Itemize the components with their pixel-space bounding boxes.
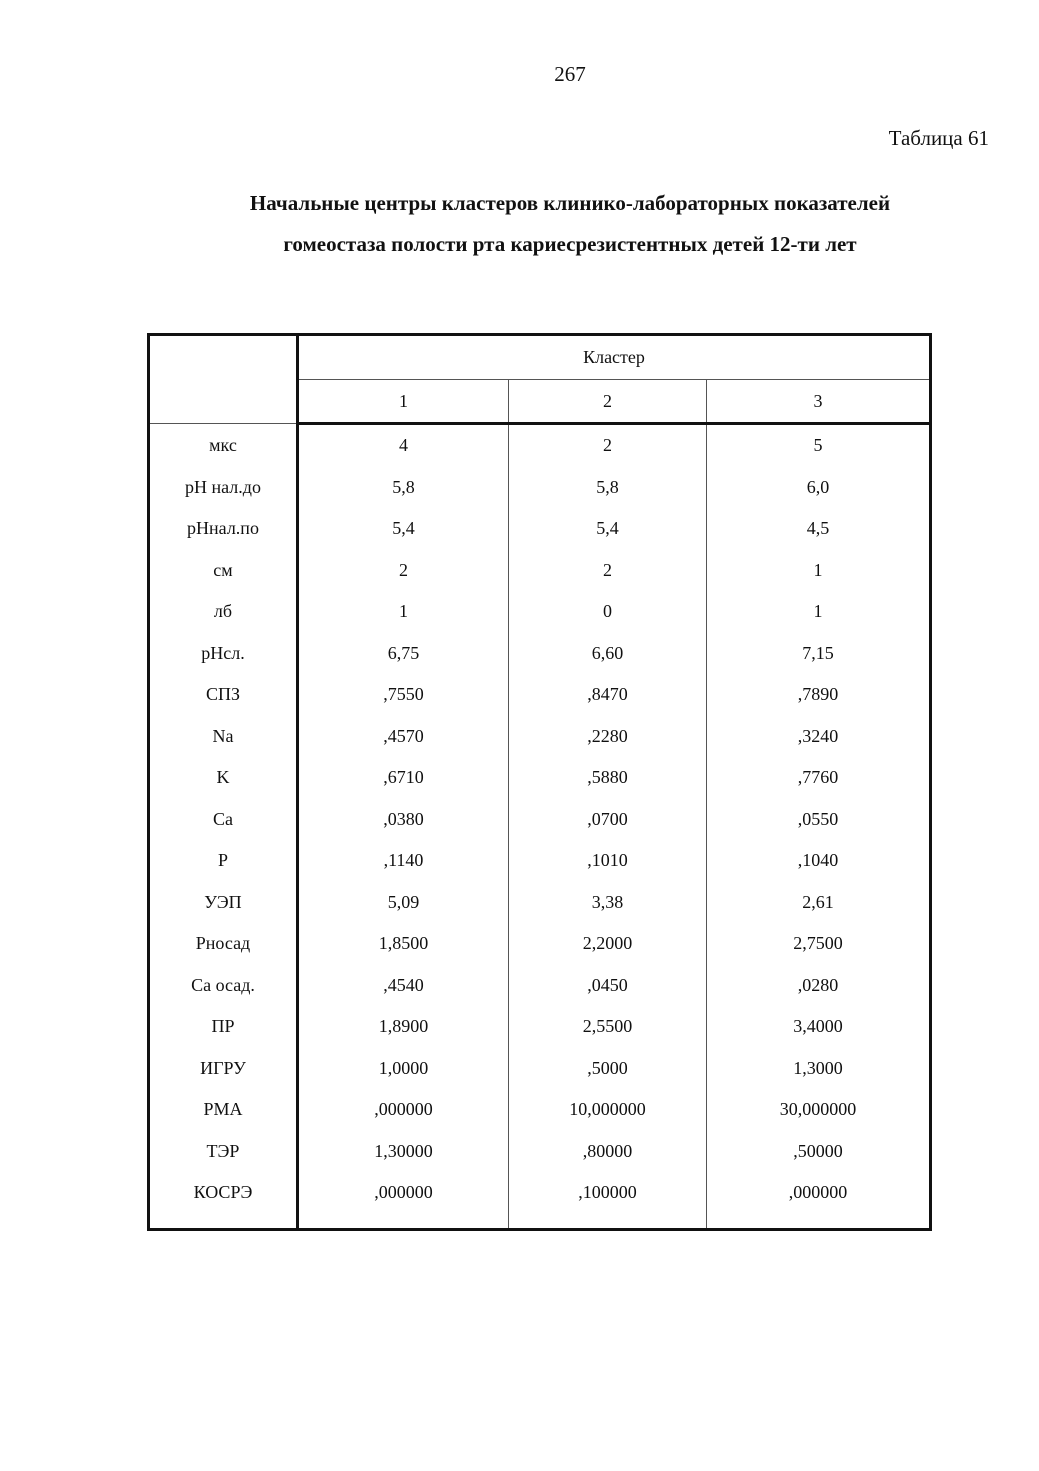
row-label: СПЗ [149, 674, 298, 716]
cluster-1-value: ,4570 [298, 716, 509, 758]
table-row [149, 1089, 931, 1131]
row-label: мкс [149, 424, 298, 467]
cluster-1-value: 5,8 [298, 467, 509, 509]
spacer-cell [149, 1214, 298, 1230]
spacer-cell [509, 1214, 707, 1230]
cluster-1-value: 5,4 [298, 508, 509, 550]
cluster-2-value: ,8470 [509, 674, 707, 716]
row-label: Рносад [149, 923, 298, 965]
cluster-2-value: 3,38 [509, 882, 707, 924]
row-label: Са осад. [149, 965, 298, 1007]
table-row [149, 923, 931, 965]
cluster-1-value: ,0380 [298, 799, 509, 841]
table-title-line-2: гомеостаза полости рта кариесрезистентных детей 12-ти лет [283, 232, 857, 256]
row-label: рНсл. [149, 633, 298, 675]
cluster-2-value: 2 [509, 550, 707, 592]
table-row [149, 550, 931, 592]
cluster-1-value: ,000000 [298, 1089, 509, 1131]
cluster-header-2: 2 [509, 380, 707, 424]
cluster-3-value: 2,7500 [793, 933, 843, 954]
table-row [149, 633, 931, 675]
table-row [149, 1172, 931, 1214]
cluster-3-value: 3,4000 [793, 1016, 843, 1037]
cluster-1-value: 1,0000 [298, 1048, 509, 1090]
table-label: Таблица 61 [888, 126, 989, 150]
cluster-3-value: 5 [813, 435, 823, 456]
table-row [149, 424, 931, 467]
table-row [149, 1048, 931, 1090]
cluster-3-value: ,50000 [793, 1140, 843, 1161]
cluster-3-value: 1,3000 [793, 1057, 843, 1078]
cluster-3-value: 30,000000 [779, 1099, 857, 1120]
row-label: P [149, 840, 298, 882]
row-label: см [149, 550, 298, 592]
table-row [149, 716, 931, 758]
table-row [149, 508, 931, 550]
cluster-3-value: ,000000 [788, 1182, 848, 1203]
cluster-3-value: ,1040 [797, 850, 839, 871]
row-label: ПР [149, 1006, 298, 1048]
cluster-3-value: ,3240 [797, 725, 839, 746]
row-label: РМА [149, 1089, 298, 1131]
row-label: рН нал.до [149, 467, 298, 509]
table-row [149, 1006, 931, 1048]
cluster-2-value: ,5880 [509, 757, 707, 799]
row-label: КОСРЭ [149, 1172, 298, 1214]
cluster-3-value: 6,0 [806, 476, 830, 497]
cluster-centers-table [147, 333, 932, 1231]
table-row [149, 882, 931, 924]
cluster-2-value: ,0700 [509, 799, 707, 841]
table-row [149, 840, 931, 882]
cluster-1-value: 1 [298, 591, 509, 633]
row-label: лб [149, 591, 298, 633]
cluster-2-value: 2 [509, 424, 707, 467]
row-label: ИГРУ [149, 1048, 298, 1090]
cluster-1-value: ,1140 [298, 840, 509, 882]
cluster-2-value: ,100000 [509, 1172, 707, 1214]
cluster-2-value: 5,8 [509, 467, 707, 509]
cluster-3-value: 2,61 [802, 891, 834, 912]
table-row [149, 965, 931, 1007]
cluster-1-value: ,000000 [298, 1172, 509, 1214]
cluster-2-value: 2,2000 [509, 923, 707, 965]
cluster-2-value: ,0450 [509, 965, 707, 1007]
spacer-cell [298, 1214, 509, 1230]
cluster-3-value: ,0280 [797, 974, 839, 995]
table-row [149, 674, 931, 716]
cluster-1-value: 1,8500 [298, 923, 509, 965]
cluster-3-value: ,7760 [797, 767, 839, 788]
table-title [100, 183, 1039, 265]
table-row [149, 591, 931, 633]
cluster-1-value: 2 [298, 550, 509, 592]
cluster-2-value: 2,5500 [509, 1006, 707, 1048]
row-label: Na [149, 716, 298, 758]
cluster-2-value: 6,60 [509, 633, 707, 675]
page-number: 267 [554, 62, 586, 86]
table-row [149, 799, 931, 841]
cluster-2-value: ,1010 [509, 840, 707, 882]
cluster-1-value: 1,8900 [298, 1006, 509, 1048]
cluster-2-value: ,5000 [509, 1048, 707, 1090]
corner-header-cell [149, 335, 298, 424]
cluster-2-value: 10,000000 [509, 1089, 707, 1131]
row-label: ТЭР [149, 1131, 298, 1173]
cluster-1-value: 5,09 [298, 882, 509, 924]
cluster-1-value: 1,30000 [298, 1131, 509, 1173]
cluster-1-value: ,4540 [298, 965, 509, 1007]
table-row [149, 1131, 931, 1173]
row-label: УЭП [149, 882, 298, 924]
table-row [149, 757, 931, 799]
cluster-2-value: 5,4 [509, 508, 707, 550]
cluster-group-header: Кластер [298, 335, 931, 380]
row-label: рНнал.по [149, 508, 298, 550]
cluster-3-value: 7,15 [802, 642, 834, 663]
cluster-3-value: ,7890 [797, 684, 839, 705]
cluster-3-value: 1 [813, 601, 823, 622]
row-label: Ca [149, 799, 298, 841]
cluster-1-value: 4 [298, 424, 509, 467]
cluster-1-value: ,6710 [298, 757, 509, 799]
cluster-2-value: 0 [509, 591, 707, 633]
cluster-1-value: ,7550 [298, 674, 509, 716]
row-label: K [149, 757, 298, 799]
cluster-header-1: 1 [298, 380, 509, 424]
table-row [149, 467, 931, 509]
table-title-line-1: Начальные центры кластеров клинико-лабораторных показателей [249, 191, 891, 215]
cluster-3-value: 4,5 [806, 518, 830, 539]
cluster-3-value: ,0550 [797, 808, 839, 829]
table-body [149, 424, 931, 1230]
cluster-1-value: 6,75 [298, 633, 509, 675]
cluster-2-value: ,2280 [509, 716, 707, 758]
spacer-cell [707, 1214, 931, 1230]
cluster-2-value: ,80000 [509, 1131, 707, 1173]
cluster-header-3: 3 [707, 380, 931, 424]
table-bottom-spacer [149, 1214, 931, 1230]
cluster-3-value: 1 [813, 559, 823, 580]
